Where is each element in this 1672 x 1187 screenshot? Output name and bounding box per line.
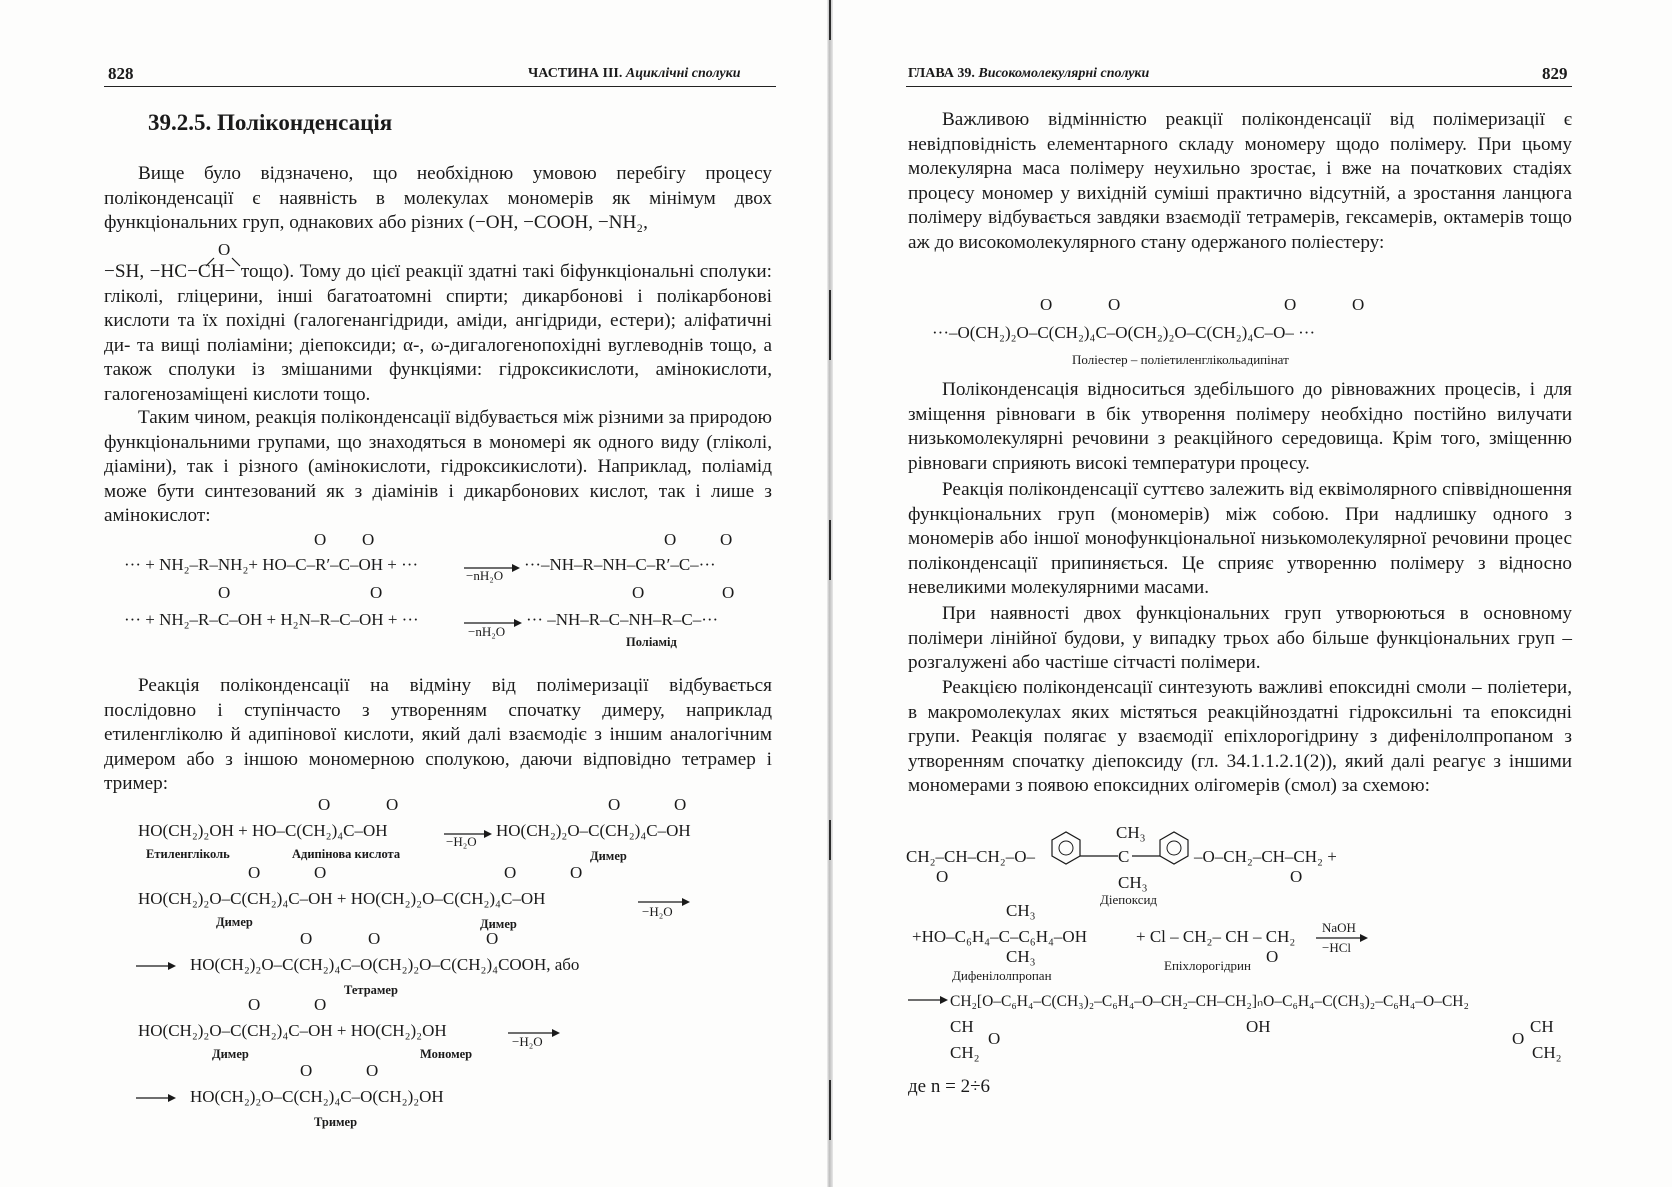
oxo-label: O [722,583,735,602]
oxo-label: O [248,863,261,882]
epoxide-oxygen: O [1512,1029,1525,1048]
oxo-label: O [300,929,313,948]
ch3-label: CH₃ [1116,823,1146,842]
ch3-label: CH₃ [1006,901,1036,920]
running-head-right: ГЛАВА 39. Високомолекулярні сполуки [908,66,1150,81]
reaction-2: HO(CH₂)₂O–C(CH₂)₄C–OH + HO(CH₂)₂O–C(CH₂)₄C–OH [138,889,546,908]
label-tetramer: Тетрамер [344,983,398,997]
label-polyester: Поліестер – поліетиленглікольадипінат [1072,352,1289,367]
ch2-label: CH₂ [1532,1043,1562,1062]
benzene-ring [1167,841,1181,855]
benzene-ring [1160,832,1188,864]
oxo-label: O [314,530,327,549]
oxo-label: O [370,583,383,602]
ch3-label: CH₃ [1006,947,1036,966]
oxo-label: O [248,995,261,1014]
oxo-label: O [1040,295,1053,314]
hydroxyl-label: OH [1246,1017,1271,1036]
ch-label: CH [950,1017,974,1036]
running-head-left: ЧАСТИНА III. Ациклічні сполуки [528,66,741,81]
reaction-3: HO(CH₂)₂O–C(CH₂)₄C–O(CH₂)₂O–C(CH₂)₄COOH, або [190,955,580,974]
oxo-label: O [366,1061,379,1080]
reaction-5: HO(CH₂)₂O–C(CH₂)₄C–O(CH₂)₂OH [190,1087,444,1106]
oxo-label: O [300,1061,313,1080]
reaction-1-lhs: HO(CH₂)₂OH + HO–C(CH₂)₄C–OH [138,821,388,840]
section-heading: 39.2.5. Поліконденсація [148,110,393,135]
epoxide-oxygen: O [936,867,949,886]
epoxide-oxygen: O [1266,947,1279,966]
label-polyamide: Поліамід [626,635,677,649]
paragraph: При наявності двох функціональних груп утворюються в основному полімери лінійної будови, у випадку трьох або більше функціональних груп – розгалужені або частіше сітчасті полімери. [908,603,1572,674]
oxo-label: O [632,583,645,602]
eq-polyamide-1-condition: −nH₂O [466,568,504,583]
reaction-1-rhs: HO(CH₂)₂O–C(CH₂)₄C–OH [496,821,691,840]
page-number-right: 829 [1542,64,1568,83]
label-adipic-acid: Адипінова кислота [292,847,401,861]
paragraph: Реакцією поліконденсації синтезують важливі епоксидні смоли – поліетери, в макромолекулах яких містяться реакційноздатні гідроксильні та епоксидні групи. Реакція полягає у взаємодії епіхлорогідрину з дифенілолпропаном з утворенням спочатку діепоксиду (гл. 34.1.1.2.1(2)), який далі реагує з іншими мономерами з появою епоксидних олігомерів (смол) за схемою: [908,677,1572,797]
paragraph: Таким чином, реакція поліконденсації відбувається між різними за природою функціональними групами, що знаходяться в мономері як одного виду (гліколі, діаміни), так і різного (амінокислоти, гідроксикислоти). Наприклад, поліамід може бути синтезований як з діамінів і дикарбонових кислот, так і лише з амінокислот: [104,407,772,527]
diepoxide-right: –O–CH₂–CH–CH₂ + [1194,847,1337,866]
eq-polyamide-1-lhs: ··· + NH₂–R–NH₂+ HO–C–R′–C–OH + ··· [124,555,419,574]
page-number-left: 828 [108,64,134,83]
oxo-label: O [1108,295,1121,314]
oxo-label: O [314,863,327,882]
bisphenol-formula: +HO–C₆H₄–C–C₆H₄–OH [912,927,1087,946]
paragraph: Реакція поліконденсації на відміну від полімеризації відбувається послідовно і ступінчасто з утворенням спочатку димеру, наприклад етиленгліколю й адипінової кислоти, який далі взаємодіє з іншим аналогічним димером або з іншою мономерною сполукою, даючи відповідно тетрамер і тример: [104,675,772,795]
condition-hcl: −HCl [1322,940,1352,955]
oxo-label: O [318,795,331,814]
eq-polyamide-2-lhs: ··· + NH₂–R–C–OH + H₂N–R–C–OH + ··· [124,610,419,629]
oxo-label: O [1352,295,1365,314]
where-note: де n = 2÷6 [908,1076,990,1097]
ch2-label: CH₂ [950,1043,980,1062]
diepoxide-left: CH₂–CH–CH₂–O– [906,847,1035,866]
label-monomer: Мономер [420,1047,473,1061]
oxo-label: O [218,583,231,602]
oxo-label: O [674,795,687,814]
oxo-label: O [1284,295,1297,314]
oxo-label: O [720,530,733,549]
oxo-label: O [218,240,231,259]
epoxide-oxygen: O [1290,867,1303,886]
polyester-formula: ···–O(CH₂)₂O–C(CH₂)₄C–O(CH₂)₂O–C(CH₂)₄C–O– ··· [932,323,1316,342]
label-epichlorohydrin: Епіхлорогідрин [1164,958,1251,973]
ch-label: CH [1530,1017,1554,1036]
oxo-label: O [314,995,327,1014]
paragraph: Важливою відмінністю реакції поліконденсації від полімеризації є невідповідність елементарного складу мономеру щодо полімеру. При цьому молекулярна маса полімеру неухильно зростає, і вже на початкових стадіях процесу мономер у вихідній суміші практично відсутній, а зростання ланцюга полімеру відбувається завдяки взаємодії тетрамерів, гексамерів, октамерів тощо аж до високомолекулярного стану одержаного поліестеру: [908,109,1572,253]
oxo-label: O [386,795,399,814]
oxo-label: O [504,863,517,882]
oxo-label: O [664,530,677,549]
eq-polyamide-2-rhs: ··· –NH–R–C–NH–R–C–··· [526,610,719,629]
reaction-2-condition: −H₂O [642,904,673,919]
label-dimer: Димер [216,915,253,929]
reaction-4: HO(CH₂)₂O–C(CH₂)₄C–OH + HO(CH₂)₂OH [138,1021,447,1040]
oxo-label: O [608,795,621,814]
benzene-ring [1052,832,1080,864]
oxo-label: O [570,863,583,882]
reaction-1-condition: −H₂O [446,834,477,849]
label-dimer: Димер [590,849,627,863]
paragraph: −SH, −HC−CH− тощо). Тому до цієї реакції здатні такі біфункціональні сполуки: гліколі, гліцерини, інші багатоатомні спирти; дикарбонові і полікарбонові кислоти та їх похідні (галогенангідриди, аміди, ангідриди, естери); аліфатичні ди- та вищі поліаміни; діепоксиди; α-, ω-дигалогенопохідні вуглеводнів тощо, а також сполуки із змішаними функціями: гідроксикислоти, амінокислоти, галогенозаміщені кислоти тощо. [104,261,772,405]
oxo-label: O [362,530,375,549]
label-dimer: Димер [480,917,517,931]
paragraph: Реакція поліконденсації суттєво залежить від еквімолярного співвідношення функціональних груп (мономерів) між собою. При надлишку одного з мономерів або іншої монофункціональної низькомолекулярної речовини процес поліконденсації припиняється. Це сприяє утворенню полімеру з відносно невеликими молекулярними масами. [908,479,1572,599]
ch3-label: CH₃ [1118,873,1148,892]
epoxide-oxygen: O [988,1029,1001,1048]
label-dimer: Димер [212,1047,249,1061]
oxo-label: O [486,929,499,948]
epichlorohydrin-formula: + Cl – CH₂– CH – CH₂ [1136,927,1296,946]
oxo-label: O [368,929,381,948]
c-label: C [1118,847,1130,866]
condition-naoh: NaOH [1322,920,1356,935]
label-ethylene-glycol: Етиленгліколь [146,847,230,861]
label-trimer: Тример [314,1115,358,1129]
eq-polyamide-2-condition: −nH₂O [468,624,506,639]
paragraph: Вище було відзначено, що необхідною умовою перебігу процесу поліконденсації є наявність в молекулах мономерів як мінімум двох функціональних груп, однакових або різних (−OH, −COOH, −NH₂, [104,163,772,234]
oligomer-formula: CH₂[O–C₆H₄–C(CH₃)₂–C₆H₄–O–CH₂–CH–CH₂]ₙO–C₆H₄–C(CH₃)₂–C₆H₄–O–CH₂ [950,993,1469,1010]
eq-polyamide-1-rhs: ···–NH–R–NH–C–R′–C–··· [524,555,716,574]
label-diepoxide: Діепоксид [1100,892,1158,907]
paragraph: Поліконденсація відноситься здебільшого до рівноважних процесів, і для зміщення рівноваги в бік утворення полімеру необхідно постійно вилучати низькомолекулярні речовини з реакційного середовища. Крім того, зміщенню рівноваги сприяють високі температури процесу. [908,379,1572,474]
benzene-ring [1059,841,1073,855]
label-bisphenol: Дифенілолпропан [952,968,1052,983]
reaction-4-condition: −H₂O [512,1034,543,1049]
